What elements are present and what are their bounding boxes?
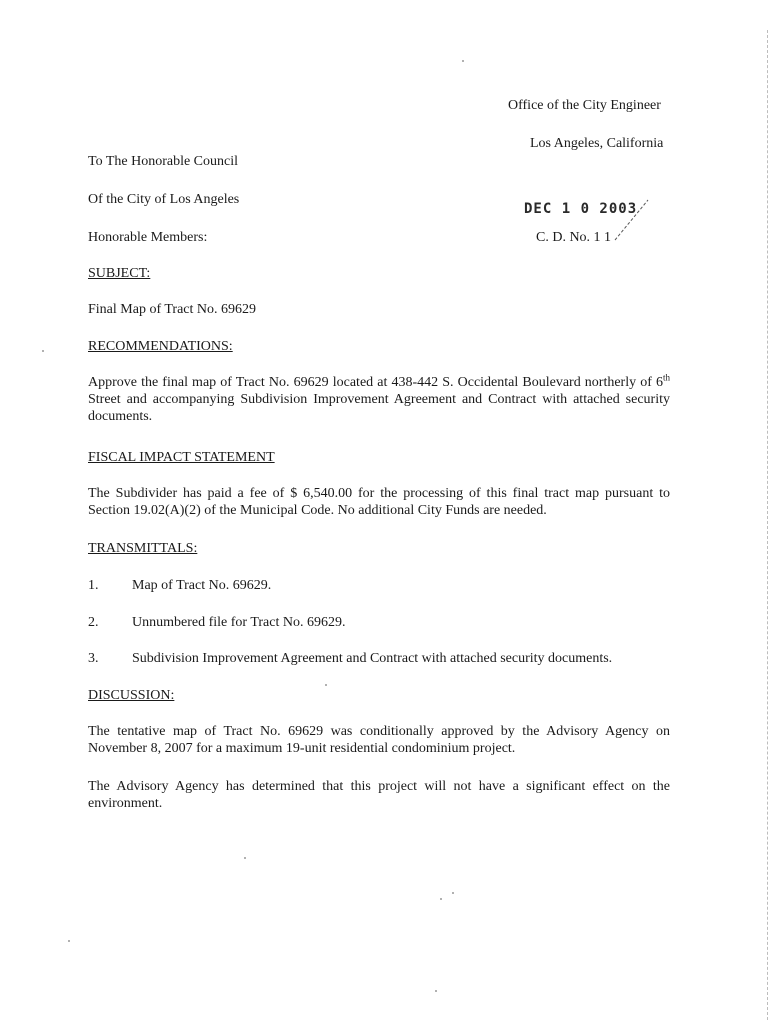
recommendations-text: Approve the final map of Tract No. 69629 located at 438-442 S. Occidental Boulevard northerly of 6th Street and accompanying Subdivision Improvement Agreement and Contract with attached security documents.	[88, 372, 670, 424]
salutation-line-3: Honorable Members:	[88, 230, 208, 245]
scan-speck	[325, 684, 327, 686]
scan-speck	[244, 857, 246, 859]
scan-speck	[452, 892, 454, 894]
transmittal-item: Unnumbered file for Tract No. 69629.	[132, 615, 346, 630]
transmittals-heading: TRANSMITTALS:	[88, 541, 198, 556]
scan-speck	[435, 990, 437, 992]
transmittal-number: 2.	[88, 615, 99, 630]
salutation-line-1: To The Honorable Council	[88, 154, 239, 169]
recommendations-heading: RECOMMENDATIONS:	[88, 339, 233, 354]
location-line: Los Angeles, California	[530, 136, 664, 151]
scan-speck	[42, 350, 44, 352]
date-stamp: DEC 1 0 2003	[524, 201, 638, 217]
transmittal-item: Map of Tract No. 69629.	[132, 578, 272, 593]
discussion-paragraph-2: The Advisory Agency has determined that this project will not have a significant effect on the environment.	[88, 779, 670, 811]
discussion-paragraph-1: The tentative map of Tract No. 69629 was conditionally approved by the Advisory Agency on November 8, 2007 for a maximum 19-unit residential condominium project.	[88, 724, 670, 756]
subject-heading: SUBJECT:	[88, 266, 151, 281]
scan-speck	[68, 940, 70, 942]
transmittal-number: 3.	[88, 651, 99, 666]
transmittal-number: 1.	[88, 578, 99, 593]
fiscal-text: The Subdivider has paid a fee of $ 6,540.00 for the processing of this final tract map pursuant to Section 19.02(A)(2) of the Municipal Code. No additional City Funds are needed.	[88, 486, 670, 518]
stamp-check-mark	[612, 196, 652, 244]
transmittal-item: Subdivision Improvement Agreement and Contract with attached security documents.	[132, 651, 613, 666]
scan-edge-line	[766, 30, 768, 1020]
council-district: C. D. No. 1 1	[536, 230, 612, 245]
subject-text: Final Map of Tract No. 69629	[88, 302, 256, 317]
office-title: Office of the City Engineer	[508, 98, 661, 113]
scan-speck	[440, 898, 442, 900]
discussion-heading: DISCUSSION:	[88, 688, 175, 703]
scan-speck	[462, 60, 464, 62]
salutation-line-2: Of the City of Los Angeles	[88, 192, 240, 207]
fiscal-heading: FISCAL IMPACT STATEMENT	[88, 450, 275, 465]
